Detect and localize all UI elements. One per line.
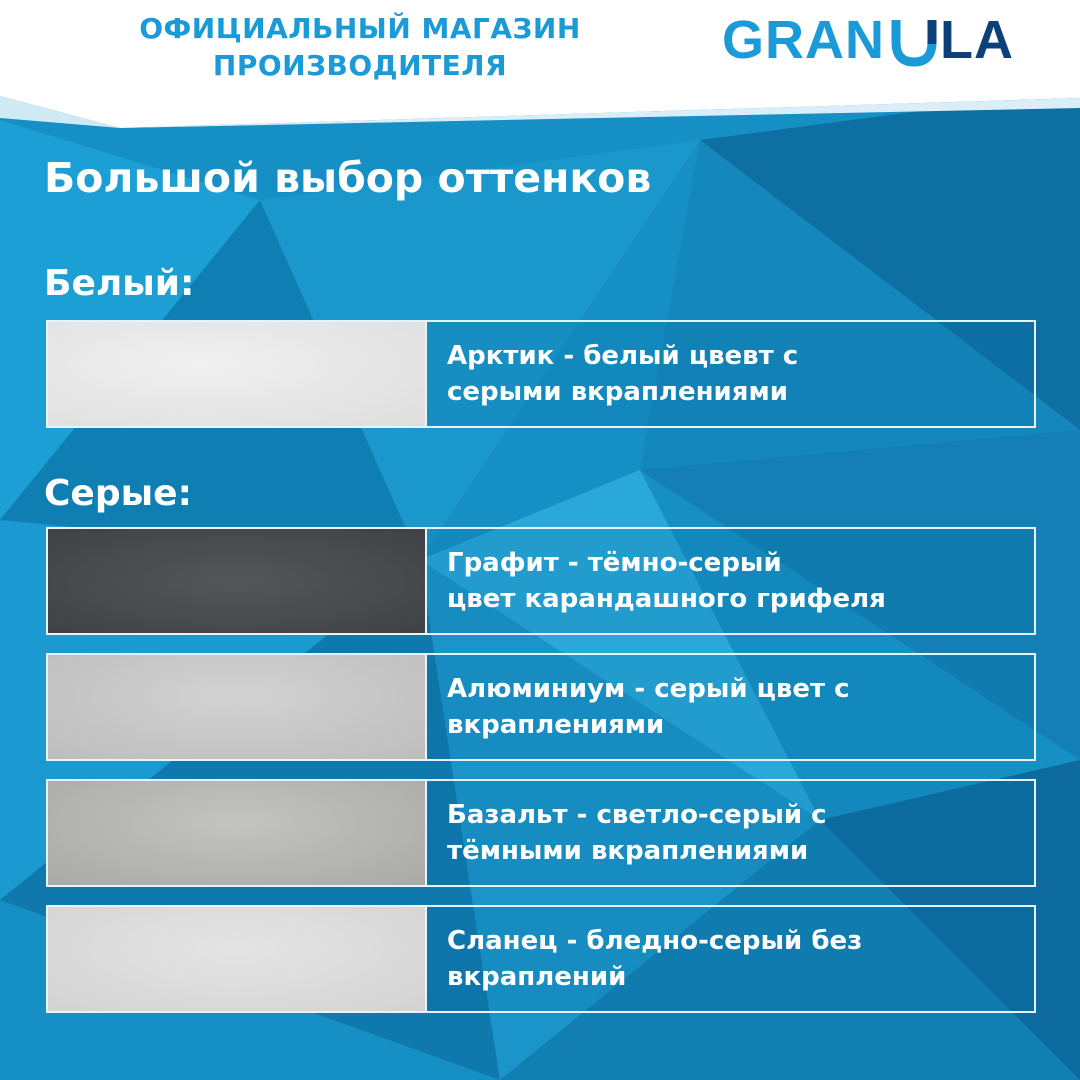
section-label-white: Белый: (44, 263, 195, 304)
store-label-line1: ОФИЦИАЛЬНЫЙ МАГАЗИН (139, 12, 581, 45)
color-row-basalt (46, 779, 1036, 887)
color-description-line2: вкраплений (447, 962, 627, 992)
color-row-aluminium (46, 653, 1036, 761)
store-label-line2: ПРОИЗВОДИТЕЛЯ (212, 49, 508, 82)
color-description-line2: вкраплениями (447, 710, 665, 740)
page-title: Большой выбор оттенков (44, 154, 652, 202)
color-row-slate (46, 905, 1036, 1013)
logo-u-glyph (896, 20, 932, 62)
color-description (427, 529, 1034, 633)
color-description-line2: цвет карандашного грифеля (447, 584, 886, 614)
color-description-line1: Графит - тёмно-серый (447, 548, 782, 578)
official-store-label (60, 10, 660, 84)
color-description (427, 655, 1034, 759)
logo-text-part1: GRAN (722, 10, 885, 70)
color-description-line2: серыми вкраплениями (447, 377, 788, 407)
color-swatch-graphite (48, 529, 427, 633)
color-description-line2: тёмными вкраплениями (447, 836, 809, 866)
color-swatch-aluminium (48, 655, 427, 759)
color-swatch-arctic (48, 322, 427, 426)
color-row-graphite (46, 527, 1036, 635)
section-label-grey: Серые: (44, 473, 192, 514)
color-swatch-basalt (48, 781, 427, 885)
color-row-arctic (46, 320, 1036, 428)
color-description-line1: Алюминиум - серый цвет с (447, 674, 850, 704)
color-description-line1: Сланец - бледно-серый без (447, 926, 863, 956)
color-description (427, 781, 1034, 885)
color-description (427, 907, 1034, 1011)
color-description-line1: Арктик - белый цвевт с (447, 341, 799, 371)
logo-text-part2: LA (940, 10, 1014, 70)
granula-logo[interactable] (722, 10, 1032, 70)
color-description (427, 322, 1034, 426)
color-description-line1: Базальт - светло-серый с (447, 800, 827, 830)
color-swatch-slate (48, 907, 427, 1011)
header (0, 0, 1080, 130)
